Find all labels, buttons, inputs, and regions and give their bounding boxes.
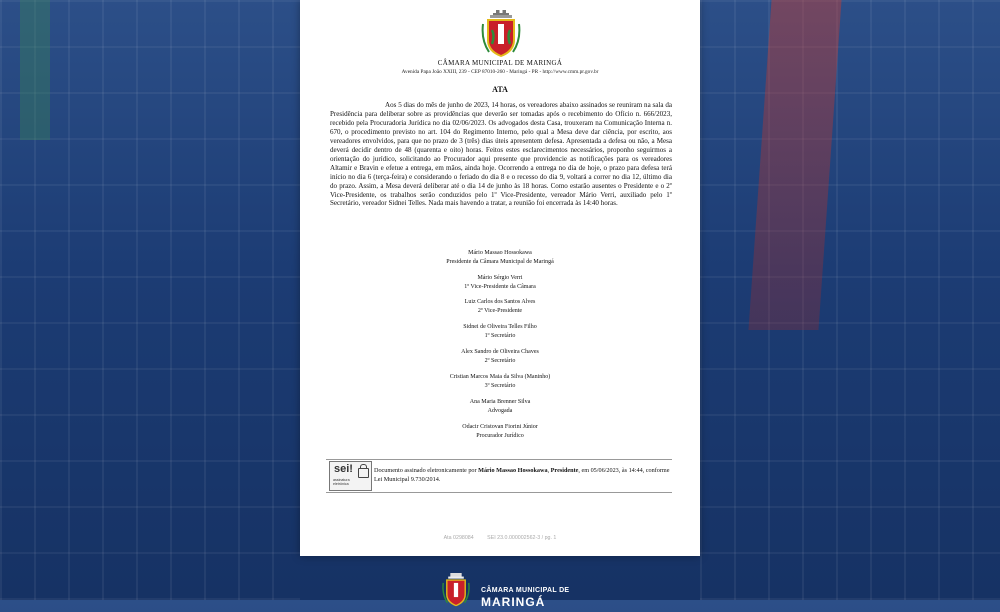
signature-signer: Mário Massao Hossokawa: [478, 467, 548, 474]
crest-icon: [481, 10, 521, 58]
signer-block: [300, 348, 700, 366]
institution-name: CÂMARA MUNICIPAL DE MARINGÁ: [437, 59, 563, 67]
document-page: [300, 0, 700, 556]
signer-name: Odacir Cristovan Fiorini Júnior: [462, 424, 538, 430]
process-number: SEI 23.0.000002562-3 / pg. 1: [487, 535, 557, 541]
signer-name: Mário Massao Hossokawa: [468, 250, 532, 256]
signer-block: [300, 274, 700, 292]
sei-logo-icon: [329, 461, 372, 491]
brand-line2: MARINGÁ: [481, 595, 546, 609]
signer-role: 1º Secretário: [484, 333, 516, 339]
signer-block: [300, 423, 700, 441]
signer-name: Mário Sérgio Verri: [477, 275, 523, 281]
signer-block: [300, 398, 700, 416]
signer-name: Luiz Carlos dos Santos Alves: [464, 299, 536, 305]
signer-name: Sidnei de Oliveira Telles Filho: [463, 324, 537, 330]
signer-role: Procurador Jurídico: [476, 433, 524, 439]
signature-role: Presidente: [550, 467, 579, 474]
electronic-signature-box: [326, 459, 672, 493]
signer-role: 2º Vice-Presidente: [477, 308, 523, 314]
sei-logo-text: sei!: [334, 463, 353, 475]
divider: [326, 492, 672, 493]
signer-name: Ana Maria Brenner Silva: [469, 399, 531, 405]
divider: [326, 459, 672, 460]
document-body: Aos 5 dias do mês de junho de 2023, 14 horas, os vereadores abaixo assinados se reuniram na sala da Presidência para deliberar sobre as providências que deverão ser tomadas após o recebimento do Ofício n. 666/2023, recebido pela Procuradoria Jurídica no dia 02/06/2023. Os advogados desta Casa, trouxeram na Comunicação Interna n. 670, o procedimento previsto no art. 104 do Regimento Interno, pelo qual a Mesa deve dar ciência, por escrito, aos vereadores envolvidos, para que no prazo de 3 (três) dias úteis apresentem defesa. Apresentada a defesa ou não, a Mesa deverá decidir dentro de 48 (quarenta e oito) horas. Feitos estes esclarecimentos necessários, proponho seguirmos a orientação do jurídico, solicitando ao Procurador aqui presente que providencie as notificações para os vereadores Altamir e Bravin e efetue a entrega, em mãos, ainda hoje. Ocorrendo a entrega no dia de hoje, o prazo para defesa terá início no dia 6 (terça-feira) e considerando o feriado do dia 8 e o recesso do dia 9, voltará a correr no dia 12, último dia do prazo. Assim, a Mesa deverá deliberar até o dia 14 de junho às 18 horas. Como estarão ausentes o Presidente e o 2º Vice-Presidente, os trabalhos serão conduzidos pelo 1º Vice-Presidente, vereador Mário Verri, auxiliado pelo 1º Secretário, vereador Sidnei Telles. Nada mais havendo a tratar, a reunião foi encerrada às 14:40 horas.: [330, 101, 672, 208]
document-id: Ata 0298084: [443, 535, 474, 541]
signer-role: Advogada: [487, 408, 513, 414]
crest-icon: [441, 573, 471, 607]
flag-left: [20, 0, 50, 140]
signer-role: 1º Vice-Presidente da Câmara: [464, 284, 536, 290]
sei-logo-subtitle: assinatura eletrônica: [333, 478, 350, 486]
signature-statement: Documento assinado eletronicamente por Mário Massao Hossokawa, Presidente, em 05/06/2023, às 14:44, conforme Lei Municipal 9.730/2014.: [374, 467, 670, 483]
signer-role: 2º Secretário: [484, 358, 516, 364]
signer-block: [300, 373, 700, 391]
signer-role: 3º Secretário: [484, 383, 516, 389]
brand-line1: CÂMARA MUNICIPAL DE: [481, 587, 570, 594]
signer-role: Presidente da Câmara Municipal de Maringá: [446, 259, 554, 265]
document-heading: ATA: [492, 85, 508, 94]
signer-block: [300, 249, 700, 267]
signer-block: [300, 323, 700, 341]
building-facade-right: [700, 0, 1000, 600]
signer-name: Cristian Marcos Maia da Silva (Maninho): [449, 374, 551, 380]
signer-name: Alex Sandro de Oliveira Chaves: [461, 349, 539, 355]
institution-address: Avenida Papa João XXIII, 239 - CEP 87010-260 - Maringá - PR - http://www.cmm.pr.gov.br: [401, 69, 599, 75]
brand-logo: [441, 573, 601, 609]
lock-icon: [358, 468, 369, 478]
signer-block: [300, 298, 700, 316]
page-footer: [300, 535, 700, 541]
